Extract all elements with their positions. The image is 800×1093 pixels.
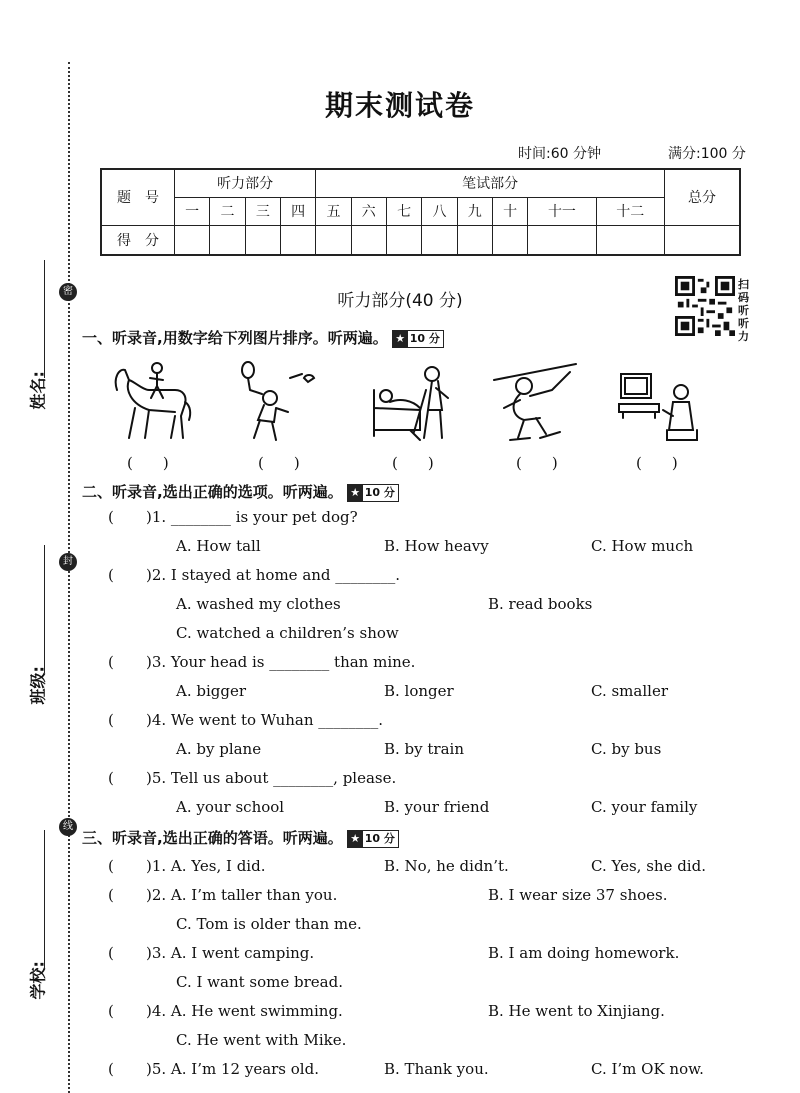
points-value: 10 分 bbox=[364, 485, 395, 499]
score-cell[interactable] bbox=[316, 225, 351, 255]
reply-option-c: C. He went with Mike. bbox=[176, 1031, 347, 1049]
reply-option-a: )2. A. I’m taller than you. bbox=[146, 886, 338, 904]
horse-riding-picture bbox=[105, 360, 195, 445]
skiing-picture bbox=[490, 360, 580, 445]
col-1: 一 bbox=[175, 197, 210, 225]
reply-option-b: B. He went to Xinjiang. bbox=[488, 1002, 665, 1020]
picture-3-answer-blank[interactable]: ( ) bbox=[392, 454, 434, 472]
class-field[interactable] bbox=[44, 545, 45, 673]
answer-paren[interactable]: ( bbox=[108, 1060, 114, 1078]
question-text: )3. Your head is ________ than mine. bbox=[146, 653, 416, 671]
section-3-instructions: 三、听录音,选出正确的答语。听两遍。 bbox=[82, 829, 343, 847]
reply-option-b: B. I wear size 37 shoes. bbox=[488, 886, 668, 904]
option-b: B. by train bbox=[384, 740, 465, 758]
score-cell[interactable] bbox=[210, 225, 245, 255]
sick-in-bed-picture bbox=[370, 360, 460, 445]
points-badge bbox=[392, 330, 444, 348]
option-b: B. How heavy bbox=[384, 537, 489, 555]
school-label: 学校: bbox=[28, 961, 48, 1000]
answer-paren[interactable]: ( bbox=[108, 508, 114, 526]
writing-group-header: 笔试部分 bbox=[316, 169, 665, 197]
row-label-number: 题 号 bbox=[101, 169, 175, 225]
answer-paren[interactable]: ( bbox=[108, 857, 114, 875]
option-b: B. longer bbox=[384, 682, 454, 700]
reply-option-c: C. Yes, she did. bbox=[591, 857, 706, 875]
score-cell[interactable] bbox=[528, 225, 596, 255]
question-text: )5. Tell us about ________, please. bbox=[146, 769, 397, 787]
option-a: A. bigger bbox=[176, 682, 247, 700]
option-c: C. by bus bbox=[591, 740, 662, 758]
reply-option-a: )3. A. I went camping. bbox=[146, 944, 315, 962]
answer-paren[interactable]: ( bbox=[108, 566, 114, 584]
reply-option-a: )5. A. I’m 12 years old. bbox=[146, 1060, 319, 1078]
option-c: C. How much bbox=[591, 537, 694, 555]
option-b: B. read books bbox=[488, 595, 593, 613]
section-2-instructions: 二、听录音,选出正确的选项。听两遍。 bbox=[82, 483, 343, 501]
question-text: )1. ________ is your pet dog? bbox=[146, 508, 358, 526]
total-header: 总分 bbox=[665, 169, 741, 225]
score-cell[interactable] bbox=[175, 225, 210, 255]
score-cell[interactable] bbox=[457, 225, 492, 255]
score-cell[interactable] bbox=[596, 225, 664, 255]
picture-4-answer-blank[interactable]: ( ) bbox=[516, 454, 558, 472]
score-cell[interactable] bbox=[351, 225, 386, 255]
seal-feng-icon: 封 bbox=[59, 553, 77, 571]
col-10: 十 bbox=[492, 197, 527, 225]
picture-5-answer-blank[interactable]: ( ) bbox=[636, 454, 678, 472]
row-label-score: 得 分 bbox=[101, 225, 175, 255]
col-6: 六 bbox=[351, 197, 386, 225]
section-3-title bbox=[82, 827, 399, 848]
star-icon: ★ bbox=[348, 485, 363, 501]
qr-code-icon[interactable] bbox=[675, 276, 735, 336]
answer-paren[interactable]: ( bbox=[108, 1002, 114, 1020]
answer-paren[interactable]: ( bbox=[108, 769, 114, 787]
points-value: 10 分 bbox=[409, 331, 440, 345]
badminton-picture bbox=[230, 360, 320, 445]
option-c: C. watched a children’s show bbox=[176, 624, 399, 642]
option-a: A. How tall bbox=[176, 537, 261, 555]
score-cell[interactable] bbox=[386, 225, 421, 255]
section-1-title bbox=[82, 327, 444, 348]
question-text: )4. We went to Wuhan ________. bbox=[146, 711, 384, 729]
reply-option-b: B. Thank you. bbox=[384, 1060, 489, 1078]
reply-option-b: B. I am doing homework. bbox=[488, 944, 680, 962]
reply-option-c: C. I’m OK now. bbox=[591, 1060, 704, 1078]
answer-paren[interactable]: ( bbox=[108, 653, 114, 671]
star-icon: ★ bbox=[393, 331, 408, 347]
points-value: 10 分 bbox=[364, 831, 395, 845]
option-c: C. smaller bbox=[591, 682, 668, 700]
answer-paren[interactable]: ( bbox=[108, 944, 114, 962]
name-field[interactable] bbox=[44, 260, 45, 378]
listening-heading: 听力部分(40 分) bbox=[337, 291, 463, 311]
reply-option-c: C. I want some bread. bbox=[176, 973, 343, 991]
option-c: C. your family bbox=[591, 798, 698, 816]
option-b: B. your friend bbox=[384, 798, 490, 816]
reply-option-a: )4. A. He went swimming. bbox=[146, 1002, 343, 1020]
col-3: 三 bbox=[245, 197, 280, 225]
score-table bbox=[100, 168, 741, 256]
time-limit: 时间:60 分钟 bbox=[518, 146, 601, 162]
watching-tv-picture bbox=[615, 360, 705, 445]
score-cell[interactable] bbox=[492, 225, 527, 255]
binding-dotted-line bbox=[68, 62, 70, 1093]
question-text: )2. I stayed at home and ________. bbox=[146, 566, 401, 584]
listening-group-header: 听力部分 bbox=[175, 169, 316, 197]
col-12: 十二 bbox=[596, 197, 664, 225]
full-score: 满分:100 分 bbox=[668, 146, 746, 162]
points-badge bbox=[347, 830, 399, 848]
col-8: 八 bbox=[422, 197, 457, 225]
score-cell[interactable] bbox=[422, 225, 457, 255]
picture-2-answer-blank[interactable]: ( ) bbox=[258, 454, 300, 472]
reply-option-c: C. Tom is older than me. bbox=[176, 915, 362, 933]
star-icon: ★ bbox=[348, 831, 363, 847]
col-9: 九 bbox=[457, 197, 492, 225]
school-field[interactable] bbox=[44, 830, 45, 970]
section-1-instructions: 一、听录音,用数字给下列图片排序。听两遍。 bbox=[82, 329, 388, 347]
col-11: 十一 bbox=[528, 197, 596, 225]
score-cell[interactable] bbox=[280, 225, 315, 255]
seal-mi-icon: 密 bbox=[59, 283, 77, 301]
option-a: A. washed my clothes bbox=[176, 595, 341, 613]
page-title: 期末测试卷 bbox=[324, 89, 475, 122]
score-cell[interactable] bbox=[245, 225, 280, 255]
col-7: 七 bbox=[386, 197, 421, 225]
option-a: A. by plane bbox=[176, 740, 262, 758]
col-4: 四 bbox=[280, 197, 315, 225]
picture-1-answer-blank[interactable]: ( ) bbox=[127, 454, 169, 472]
answer-paren[interactable]: ( bbox=[108, 886, 114, 904]
class-label: 班级: bbox=[28, 666, 48, 705]
points-badge bbox=[347, 484, 399, 502]
total-score-cell[interactable] bbox=[665, 225, 741, 255]
answer-paren[interactable]: ( bbox=[108, 711, 114, 729]
reply-option-b: B. No, he didn’t. bbox=[384, 857, 509, 875]
col-2: 二 bbox=[210, 197, 245, 225]
col-5: 五 bbox=[316, 197, 351, 225]
section-2-title bbox=[82, 481, 399, 502]
option-a: A. your school bbox=[176, 798, 285, 816]
seal-xian-icon: 线 bbox=[59, 818, 77, 836]
name-label: 姓名: bbox=[28, 371, 48, 410]
qr-caption: 扫码听听力 bbox=[738, 278, 749, 343]
reply-option-a: )1. A. Yes, I did. bbox=[146, 857, 266, 875]
